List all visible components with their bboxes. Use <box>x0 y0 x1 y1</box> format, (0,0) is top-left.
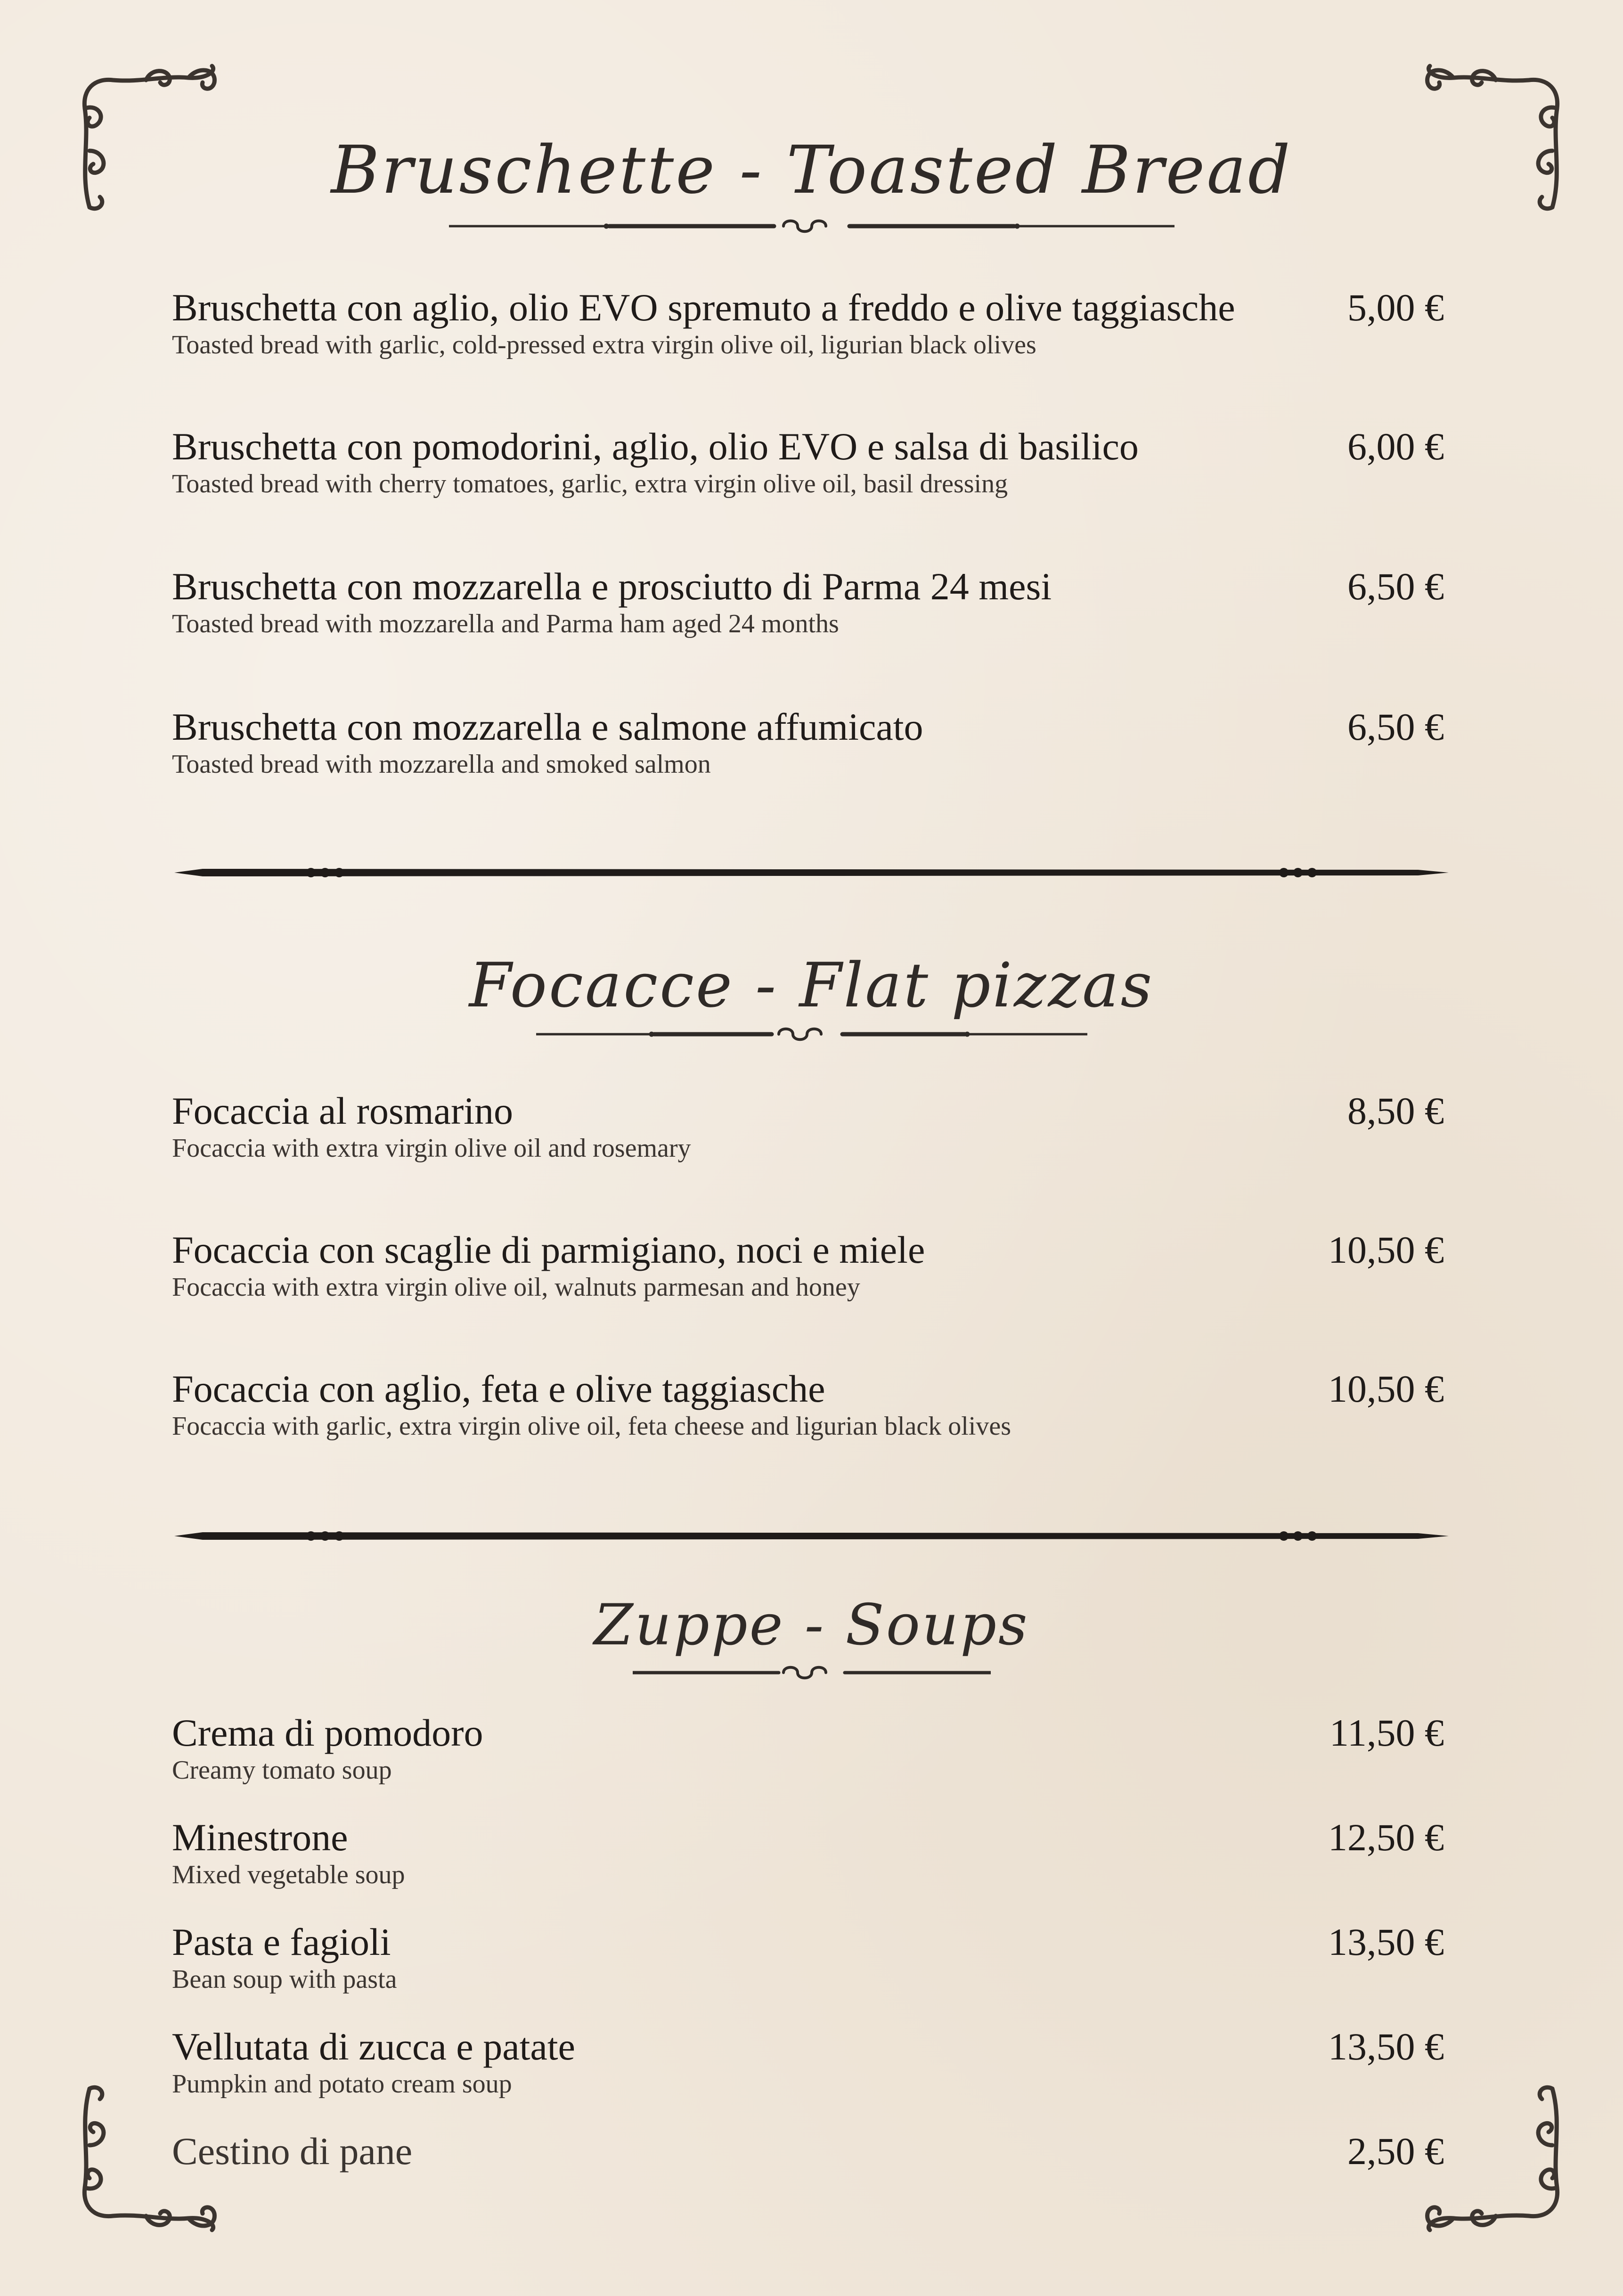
menu-item <box>172 1710 1444 1785</box>
item-description: Toasted bread with cherry tomatoes, garlic, extra virgin olive oil, basil dressing <box>172 469 1008 498</box>
item-price: 6,00 € <box>1347 425 1444 468</box>
item-description: Toasted bread with mozzarella and Parma ham aged 24 months <box>172 609 839 638</box>
item-name: Minestrone <box>172 1816 348 1859</box>
item-description: Toasted bread with garlic, cold-pressed extra virgin olive oil, ligurian black olives <box>172 330 1036 360</box>
section-title-zuppe: Zuppe - Soups <box>594 1593 1029 1658</box>
item-name: Bruschetta con mozzarella e salmone affumicato <box>172 705 923 748</box>
title-rule-zuppe <box>633 1661 991 1684</box>
menu-item <box>172 1366 1444 1441</box>
item-price: 11,50 € <box>1329 1711 1444 1754</box>
section-divider <box>174 1527 1449 1545</box>
item-name: Bruschetta con mozzarella e prosciutto di Parma 24 mesi <box>172 565 1052 608</box>
menu-item <box>172 285 1444 360</box>
menu-item <box>172 2024 1444 2099</box>
section-title-focacce: Focacce - Flat pizzas <box>469 949 1154 1021</box>
item-name: Focaccia con aglio, feta e olive taggiasche <box>172 1367 825 1410</box>
item-description: Bean soup with pasta <box>172 1965 397 1994</box>
item-description: Mixed vegetable soup <box>172 1860 405 1889</box>
item-description: Focaccia with extra virgin olive oil, walnuts parmesan and honey <box>172 1273 860 1302</box>
item-price: 6,50 € <box>1347 565 1444 608</box>
item-name: Pasta e fagioli <box>172 1920 391 1963</box>
item-price: 8,50 € <box>1347 1089 1444 1132</box>
item-price: 6,50 € <box>1347 705 1444 748</box>
item-description: Pumpkin and potato cream soup <box>172 2069 512 2099</box>
item-price: 10,50 € <box>1328 1367 1444 1410</box>
item-price: 10,50 € <box>1328 1228 1444 1271</box>
section-divider <box>174 863 1449 882</box>
menu-item <box>172 564 1444 638</box>
menu-item <box>172 424 1444 498</box>
menu-item <box>172 1920 1444 1994</box>
item-name: Bruschetta con aglio, olio EVO spremuto a freddo e olive taggiasche <box>172 286 1235 329</box>
item-name: Focaccia con scaglie di parmigiano, noci e miele <box>172 1228 925 1271</box>
item-description: Toasted bread with mozzarella and smoked salmon <box>172 750 711 779</box>
item-name: Bruschetta con pomodorini, aglio, olio EVO e salsa di basilico <box>172 425 1139 468</box>
item-name: Vellutata di zucca e patate <box>172 2025 575 2068</box>
item-name: Cestino di pane <box>172 2130 413 2173</box>
item-price: 2,50 € <box>1347 2130 1444 2173</box>
item-description: Focaccia with extra virgin olive oil and rosemary <box>172 1134 691 1163</box>
item-description: Focaccia with garlic, extra virgin olive oil, feta cheese and ligurian black olives <box>172 1412 1011 1441</box>
item-name: Crema di pomodoro <box>172 1711 483 1754</box>
item-price: 13,50 € <box>1328 2025 1444 2068</box>
menu-item <box>172 704 1444 779</box>
section-title-bruschette: Bruschette - Toasted Bread <box>331 132 1292 209</box>
item-name: Focaccia al rosmarino <box>172 1089 514 1132</box>
menu-item <box>172 1227 1444 1302</box>
title-rule-focacce <box>536 1022 1087 1046</box>
item-price: 12,50 € <box>1328 1816 1444 1859</box>
menu-item <box>172 1088 1444 1163</box>
item-price: 13,50 € <box>1328 1920 1444 1963</box>
item-price: 5,00 € <box>1347 286 1444 329</box>
title-rule-bruschette <box>449 214 1174 238</box>
item-description: Creamy tomato soup <box>172 1756 392 1785</box>
menu-item <box>172 2129 1444 2174</box>
menu-item <box>172 1815 1444 1889</box>
